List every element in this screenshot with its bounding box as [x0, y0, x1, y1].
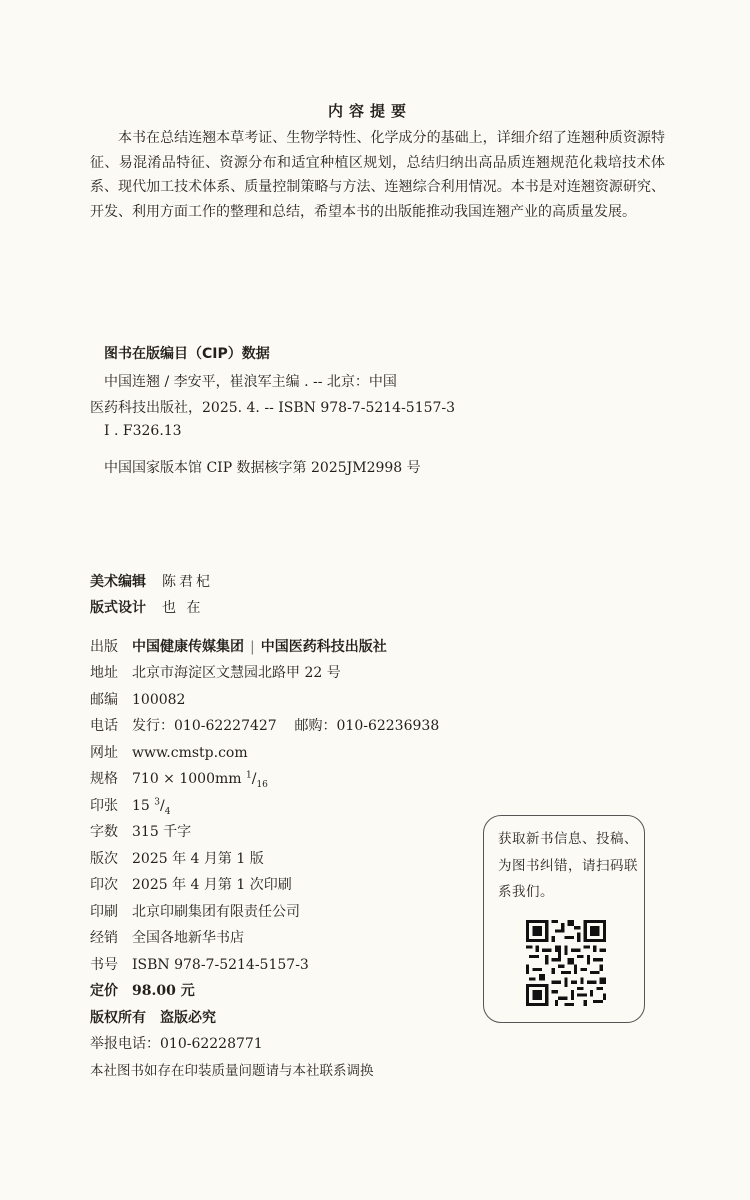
- layout-design-row: [90, 597, 203, 617]
- address-row: [90, 662, 341, 682]
- publisher-label: 出版: [90, 639, 118, 655]
- postcode-value: 100082: [132, 692, 186, 708]
- size-fraction-denominator: 16: [256, 779, 268, 790]
- phone-value: 发行：010-62227427 邮购：010-62236938: [132, 718, 440, 734]
- printer-row: [90, 901, 300, 921]
- cip-heading: 图书在版编目（CIP）数据: [104, 346, 270, 362]
- dealer-label: 经销: [90, 930, 118, 946]
- size-label: 规格: [90, 771, 118, 787]
- cip-line-1: 中国连翘 / 李安平，崔浪军主编 . -- 北京：中国: [104, 374, 397, 390]
- isbn-row: [90, 954, 309, 974]
- impression-row: [90, 874, 292, 894]
- address-value: 北京市海淀区文慧园北路甲 22 号: [132, 665, 341, 681]
- publisher-row: [90, 636, 387, 656]
- price-value: 98.00 元: [132, 983, 195, 999]
- edition-value: 2025 年 4 月第 1 版: [132, 851, 264, 867]
- qr-code-icon: [526, 919, 606, 1007]
- address-label: 地址: [90, 665, 118, 681]
- cip-line-4: 中国国家版本馆 CIP 数据核字第 2025JM2998 号: [104, 460, 421, 476]
- size-fraction-numerator: 1: [246, 770, 252, 781]
- report-phone-line: 举报电话：010-62228771: [90, 1036, 263, 1052]
- phone-label: 电话: [90, 718, 118, 734]
- summary-title: 内容提要: [327, 102, 412, 120]
- layout-design-value: 也 在: [162, 600, 204, 616]
- website-row: [90, 742, 248, 762]
- printer-label: 印刷: [90, 904, 118, 920]
- layout-design-label: 版式设计: [90, 600, 146, 616]
- rights-row: [90, 1007, 216, 1027]
- rights-label: 版权所有: [90, 1010, 146, 1026]
- dealer-row: [90, 927, 244, 947]
- sheets-fraction-numerator: 3: [154, 797, 161, 808]
- art-editor-label: 美术编辑: [90, 574, 146, 590]
- cip-line-3: Ⅰ . F326.13: [104, 423, 182, 439]
- phone-row: [90, 715, 439, 735]
- sheets-label: 印张: [90, 798, 118, 814]
- art-editor-row: [90, 571, 213, 591]
- publisher-separator: |: [250, 639, 255, 655]
- price-label: 定价: [90, 983, 118, 999]
- sheets-fraction-denominator: 4: [164, 806, 171, 817]
- dealer-value: 全国各地新华书店: [132, 930, 244, 946]
- art-editor-value: 陈君杞: [162, 574, 213, 590]
- website-label: 网址: [90, 745, 118, 761]
- summary-body: 本书在总结连翘本草考证、生物学特性、化学成分的基础上，详细介绍了连翘种质资源特征、易混淆品特征、资源分布和适宜种植区规划，总结归纳出高品质连翘规范化栽培技术体系、现代加工技术体系、质量控制策略与方法、连翘综合利用情况。本书是对连翘资源研究、开发、利用方面工作的整理和总结，希望本书的出版能推动我国连翘产业的高质量发展。: [90, 130, 665, 220]
- website-value: www.cmstp.com: [132, 745, 248, 761]
- qr-callout-text: 获取新书信息、投稿、为图书纠错，请扫码联系我们。: [498, 831, 638, 900]
- publisher-group: 中国健康传媒集团: [132, 639, 244, 655]
- printer-value: 北京印刷集团有限责任公司: [132, 904, 300, 920]
- words-label: 字数: [90, 824, 118, 840]
- edition-row: [90, 848, 264, 868]
- edition-label: 版次: [90, 851, 118, 867]
- price-row: [90, 980, 195, 1000]
- quality-notice-line: 本社图书如存在印装质量问题请与本社联系调换: [90, 1063, 374, 1079]
- isbn-label: 书号: [90, 957, 118, 973]
- cip-line-2: 医药科技出版社，2025. 4. -- ISBN 978-7-5214-5157-3: [90, 400, 456, 416]
- publisher-name: 中国医药科技出版社: [260, 639, 387, 655]
- postcode-label: 邮编: [90, 692, 118, 708]
- postcode-row: [90, 689, 185, 709]
- sheets-row: 印张 15 $^3/_4$: [90, 795, 170, 817]
- impression-value: 2025 年 4 月第 1 次印刷: [132, 877, 292, 893]
- words-value: 315 千字: [132, 824, 192, 840]
- size-row: 规格 710 × 1000mm $^1/_{16}$: [90, 768, 268, 790]
- sheets-value: 15: [132, 798, 150, 814]
- isbn-value: ISBN 978-7-5214-5157-3: [132, 957, 309, 973]
- words-row: [90, 821, 191, 841]
- size-value: 710 × 1000mm: [132, 771, 242, 787]
- rights-value: 盗版必究: [160, 1010, 216, 1026]
- impression-label: 印次: [90, 877, 118, 893]
